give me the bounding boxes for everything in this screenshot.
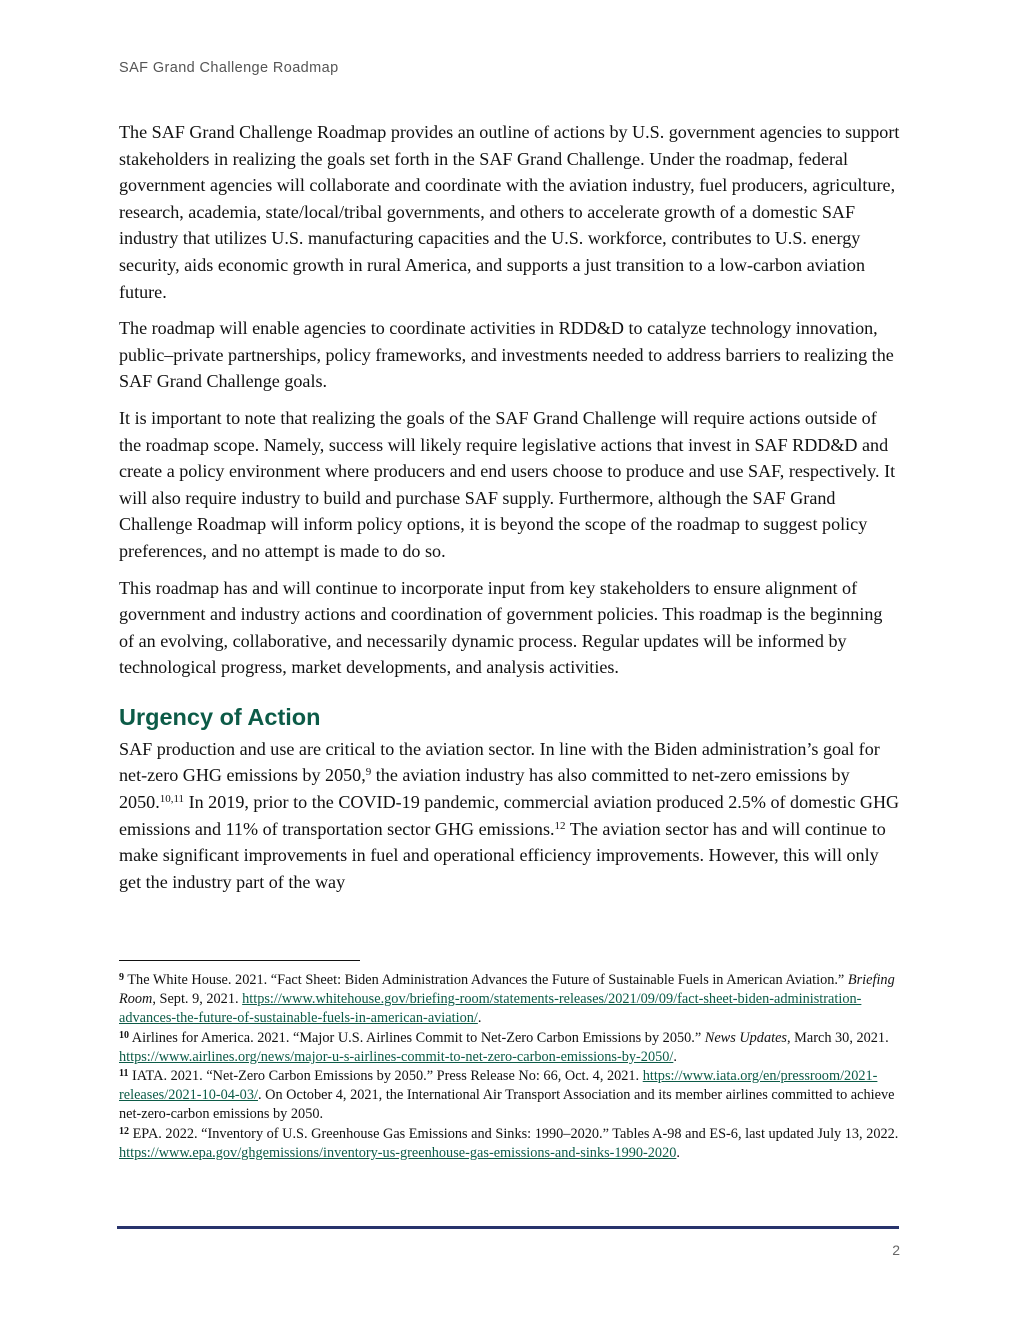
footnote-text: . On October 4, 2021, the International Air Transport Association and its member airlines committed to achieve net-zero-carbon emissions by 2050. <box>119 1087 895 1123</box>
footnote-number: 11 <box>119 1068 129 1080</box>
section-heading: Urgency of Action <box>119 703 321 730</box>
footnote-text: EPA. 2022. “Inventory of U.S. Greenhouse Gas Emissions and Sinks: 1990–2020.” Tables A-98 and ES-6, last updated July 13, 2022. <box>129 1125 899 1142</box>
footnote-text: , Sept. 9, 2021. <box>152 991 243 1008</box>
footnote <box>119 971 901 1029</box>
page-number: 2 <box>892 1242 900 1258</box>
urgency-text: SAF production and use are critical to the aviation sector. In line with the Biden administration’s goal for net-zero GHG emissions by 2050, <box>119 738 880 786</box>
footnote-number: 9 <box>119 972 124 983</box>
body-paragraph: The roadmap will enable agencies to coordinate activities in RDD&D to catalyze technology innovation, public–private partnerships, policy frameworks, and investments needed to address barriers to realizing the SAF Grand Challenge goals. <box>119 318 894 392</box>
body-paragraph: It is important to note that realizing the goals of the SAF Grand Challenge will require actions outside of the roadmap scope. Namely, success will likely require legislative actions that invest in SAF RDD&D and create a policy environment where producers and end users choose to produce and use SAF, respectively. It will also require industry to build and purchase SAF supply. Furthermore, although the SAF Grand Challenge Roadmap will inform policy options, it is beyond the scope of the roadmap to suggest policy preferences, and no attempt is made to do so. <box>119 407 896 561</box>
running-header: SAF Grand Challenge Roadmap <box>119 60 339 76</box>
footer-rule <box>117 1226 899 1229</box>
body-paragraph: The SAF Grand Challenge Roadmap provides an outline of actions by U.S. government agencies to support stakeholders in realizing the goals set forth in the SAF Grand Challenge. Under the roadmap, federal government agencies will collaborate and coordinate with the aviation industry, fuel producers, agriculture, research, academia, state/local/tribal governments, and others to accelerate growth of a domestic SAF industry that utilizes U.S. manufacturing capacities and the U.S. workforce, contributes to U.S. energy security, aids economic growth in rural America, and supports a just transition to a low-carbon aviation future. <box>119 122 900 302</box>
urgency-text: The aviation sector has and will continue to make significant improvements in fuel and operational efficiency improvements. However, this will only get the industry part of the way <box>119 818 886 892</box>
footnote-link[interactable]: https://www.whitehouse.gov/briefing-room/statements-releases/2021/09/09/fact-sheet-biden-administration-advances-the-future-of-sustainable-fuels-in-american-aviation/ <box>119 991 862 1027</box>
footnote-ref[interactable]: 9 <box>365 766 372 779</box>
body-paragraph: This roadmap has and will continue to incorporate input from key stakeholders to ensure alignment of government and industry actions and coordination of government policies. This roadmap is the beginning of an evolving, collaborative, and necessarily dynamic process. Regular updates will be informed by technological progress, market developments, and analysis activities. <box>119 577 883 678</box>
footnote <box>119 1125 901 1163</box>
footnote-ref[interactable]: 12 <box>554 819 566 832</box>
main-content <box>119 119 901 905</box>
footnote-link[interactable]: https://www.epa.gov/ghgemissions/inventory-us-greenhouse-gas-emissions-and-sinks-1990-2020 <box>119 1144 677 1161</box>
footnote-text: . <box>676 1144 680 1161</box>
footnote-text: . <box>477 1010 482 1027</box>
urgency-paragraph <box>119 736 901 896</box>
footnote <box>119 1029 901 1067</box>
footnote-ref[interactable]: 10,11 <box>159 793 185 806</box>
footnote-text: The White House. 2021. “Fact Sheet: Biden Administration Advances the Future of Sustainable Fuels in American Aviation.” <box>124 972 848 988</box>
footnote-number: 12 <box>119 1125 129 1137</box>
footnote-text: . <box>673 1048 677 1065</box>
footnote-link[interactable]: https://www.airlines.org/news/major-u-s-airlines-commit-to-net-zero-carbon-emissions-by-2050/ <box>119 1048 674 1065</box>
footnote <box>119 1067 901 1125</box>
urgency-text: In 2019, prior to the COVID-19 pandemic, commercial aviation produced 2.5% of domestic GHG emissions and 11% of transportation sector GHG emissions. <box>119 792 900 839</box>
footnote-source: News Updates <box>704 1029 787 1046</box>
footnote-separator <box>119 960 360 961</box>
footnote-text: IATA. 2021. “Net-Zero Carbon Emissions by 2050.” Press Release No: 66, Oct. 4, 2021. <box>128 1068 643 1085</box>
footnote-text: Airlines for America. 2021. “Major U.S. Airlines Commit to Net-Zero Carbon Emissions by 2050.” <box>129 1029 705 1046</box>
footnote-link[interactable]: https://www.iata.org/en/pressroom/2021-releases/2021-10-04-03/ <box>119 1068 878 1104</box>
footnote-number: 10 <box>119 1029 129 1041</box>
urgency-text: the aviation industry has also committed to net-zero emissions by 2050. <box>119 765 850 813</box>
footnotes <box>119 971 901 1163</box>
footnote-text: , March 30, 2021. <box>787 1029 889 1046</box>
footnote-source: Briefing Room <box>119 972 895 1008</box>
